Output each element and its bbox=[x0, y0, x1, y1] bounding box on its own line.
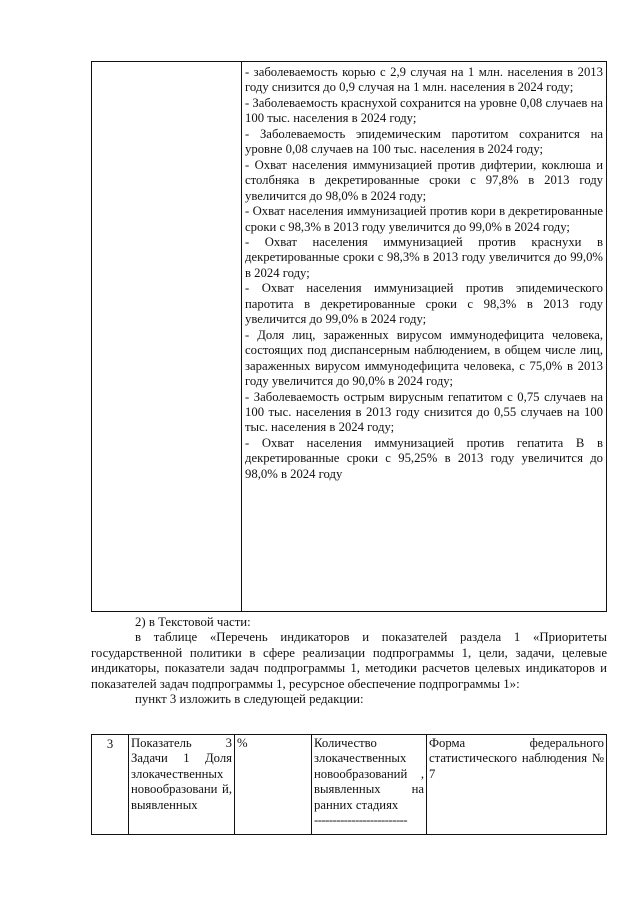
point-3-instruction: пункт 3 изложить в следующей редакции: bbox=[135, 692, 364, 707]
indicator-label: Показатель bbox=[131, 736, 192, 750]
source-cell: Форма федерального статистического наблюдения № 7 bbox=[429, 736, 604, 781]
indicators-table bbox=[91, 61, 607, 612]
fraction-line: ------------------------- bbox=[314, 813, 408, 828]
item-2-heading: 2) в Текстовой части: bbox=[135, 615, 251, 629]
calculation-text: Количество злокачественных новообразований , выявленных на ранних стадиях bbox=[314, 736, 424, 812]
list-item: - заболеваемость корью с 2,9 случая на 1 млн. населения в 2013 году снизится до 0,9 случая на 1 млн. населения в 2024 году; bbox=[245, 65, 603, 95]
list-item: - Охват населения иммунизацией против дифтерии, коклюша и столбняка в декретированные сроки с 97,8% в 2013 году увеличится до 98,0% в 2024 году; bbox=[245, 157, 603, 203]
list-item: - Заболеваемость краснухой сохранится на уровне 0,08 случаев на 100 тыс. населения в 2024 году; bbox=[245, 95, 603, 126]
amendment-paragraph: в таблице «Перечень индикаторов и показателей раздела 1 «Приоритеты государственной политики в сфере реализации подпрограммы 1, цели, задачи, целевые индикаторы, показатели задач подпрограммы 1, методики расчетов целевых индикаторов и показателей задач подпрограммы 1, ресурсное обеспечение подпрограммы 1»: bbox=[91, 630, 607, 691]
list-item: - Доля лиц, зараженных вирусом иммунодефицита человека, состоящих под диспансерным наблюдением, в общем числе лиц, зараженных вирусом иммунодефицита человека, с 75,0% в 2013 году увеличится до 90,0% в 2024 году; bbox=[245, 327, 603, 389]
list-item: - Охват населения иммунизацией против краснухи в декретированные сроки с 98,3% в 2013 году увеличится до 99,0% в 2024 году; bbox=[245, 234, 603, 280]
row-number-cell: 3 bbox=[92, 735, 129, 834]
indicator-name-cell bbox=[129, 735, 235, 834]
indicator-number: 3 bbox=[225, 736, 232, 750]
list-item: - Охват населения иммунизацией против кори в декретированные сроки с 98,3% в 2013 году увеличится до 99,0% в 2024 году; bbox=[245, 204, 603, 234]
point-3-table bbox=[91, 734, 607, 835]
list-item: - Охват населения иммунизацией против гепатита В в декретированные сроки с 95,25% в 2013 году увеличится до 98,0% в 2024 году bbox=[245, 435, 603, 481]
table-right-cell bbox=[242, 62, 606, 611]
list-item: - Заболеваемость острым вирусным гепатитом с 0,75 случаев на 100 тыс. населения в 2013 году снизится до 0,55 случаев на 100 тыс. населения в 2024 году; bbox=[245, 389, 603, 435]
calculation-cell bbox=[312, 735, 427, 834]
list-item: - Заболеваемость эпидемическим паротитом сохранится на уровне 0,08 случаев на 100 тыс. населения в 2024 году; bbox=[245, 126, 603, 157]
unit-cell: % bbox=[235, 735, 312, 834]
table-left-cell bbox=[92, 62, 242, 611]
text-section bbox=[91, 615, 607, 707]
indicator-description: Задачи 1 Доля злокачественных новообразовани й, выявленных bbox=[131, 751, 232, 812]
list-item: - Охват населения иммунизацией против эпидемического паротита в декретированные сроки с 98,3% в 2013 году увеличится до 99,0% в 2024 году; bbox=[245, 281, 603, 327]
